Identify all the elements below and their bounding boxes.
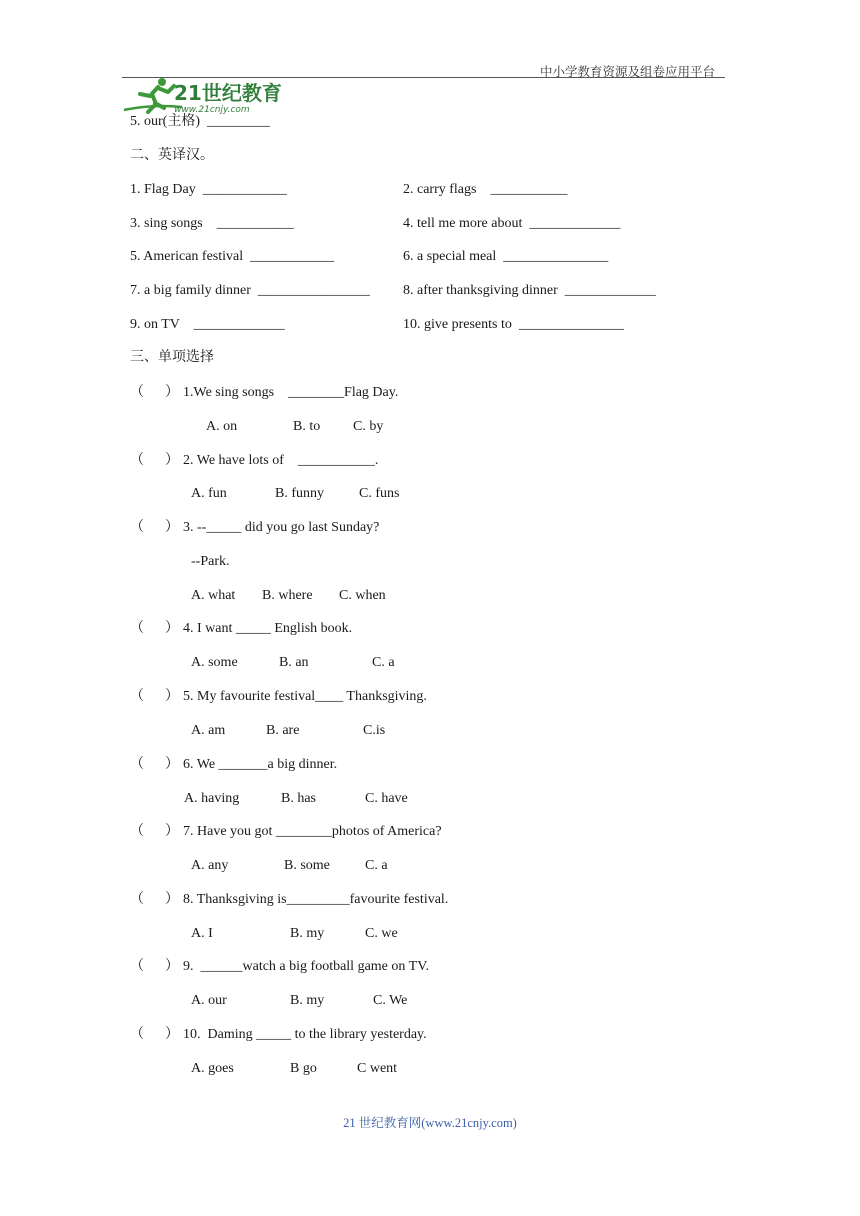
answer-option[interactable]: C went	[357, 1061, 398, 1076]
answer-option[interactable]: C. when	[339, 588, 386, 603]
answer-bracket[interactable]: （ ）	[130, 959, 179, 974]
answer-option[interactable]: C. by	[353, 419, 384, 434]
answer-option[interactable]: B go	[290, 1061, 317, 1076]
translation-item: 4. tell me more about _____________	[403, 216, 621, 231]
translation-item: 7. a big family dinner ________________	[130, 283, 370, 298]
answer-option[interactable]: A. I	[191, 926, 213, 941]
answer-option[interactable]: C. have	[365, 791, 408, 806]
question-item: 5. our(主格) _________	[130, 114, 270, 129]
site-logo	[122, 38, 292, 115]
answer-option[interactable]: A. on	[206, 419, 238, 434]
answer-option[interactable]: C. a	[372, 655, 395, 670]
answer-option[interactable]: C.is	[363, 723, 386, 738]
translation-item: 5. American festival ____________	[130, 249, 335, 264]
answer-bracket[interactable]: （ ）	[130, 824, 179, 839]
answer-option[interactable]: A. our	[191, 993, 227, 1008]
logo-url: www.21cnjy.com	[174, 105, 250, 115]
question-stem: 7. Have you got ________photos of America?	[183, 824, 442, 839]
answer-option[interactable]: C. We	[373, 993, 408, 1008]
answer-option[interactable]: A. some	[191, 655, 238, 670]
question-stem: 1.We sing songs ________Flag Day.	[183, 385, 399, 400]
site-name: 中小学教育资源及组卷应用平台	[540, 64, 716, 79]
answer-option[interactable]: B. where	[262, 588, 313, 603]
answer-option[interactable]: B. my	[290, 926, 325, 941]
translation-item: 10. give presents to _______________	[403, 317, 624, 332]
answer-option[interactable]: A. what	[191, 588, 236, 603]
question-stem: 9. ______watch a big football game on TV.	[183, 959, 429, 974]
answer-option[interactable]: A. any	[191, 858, 229, 873]
answer-bracket[interactable]: （ ）	[130, 621, 179, 636]
answer-bracket[interactable]: （ ）	[130, 385, 179, 400]
question-stem: 6. We _______a big dinner.	[183, 757, 338, 772]
answer-bracket[interactable]: （ ）	[130, 1027, 179, 1042]
answer-option[interactable]: B. are	[266, 723, 300, 738]
question-stem: 4. I want _____ English book.	[183, 621, 353, 636]
translation-item: 9. on TV _____________	[130, 317, 285, 332]
answer-option[interactable]: B. has	[281, 791, 316, 806]
answer-bracket[interactable]: （ ）	[130, 453, 179, 468]
section-heading: 三、单项选择	[130, 350, 214, 365]
question-stem: 5. My favourite festival____ Thanksgiving.	[183, 689, 427, 704]
answer-option[interactable]: A. am	[191, 723, 226, 738]
answer-option[interactable]: C. a	[365, 858, 388, 873]
translation-item: 2. carry flags ___________	[403, 182, 568, 197]
page-footer: 21 世纪教育网(www.21cnjy.com)	[343, 1116, 517, 1130]
answer-option[interactable]: B. some	[284, 858, 330, 873]
question-stem: 10. Daming _____ to the library yesterday.	[183, 1027, 427, 1042]
question-stem: 2. We have lots of ___________.	[183, 453, 379, 468]
answer-bracket[interactable]: （ ）	[130, 689, 179, 704]
question-stem: 3. --_____ did you go last Sunday?	[183, 520, 380, 535]
answer-option[interactable]: A. having	[184, 791, 240, 806]
answer-option[interactable]: C. funs	[359, 486, 400, 501]
answer-option[interactable]: B. to	[293, 419, 321, 434]
answer-bracket[interactable]: （ ）	[130, 892, 179, 907]
answer-option[interactable]: A. goes	[191, 1061, 234, 1076]
translation-item: 6. a special meal _______________	[403, 249, 609, 264]
translation-item: 1. Flag Day ____________	[130, 182, 287, 197]
header-divider	[122, 77, 725, 78]
logo-text: 21世纪教育	[174, 81, 282, 105]
answer-bracket[interactable]: （ ）	[130, 520, 179, 535]
answer-option[interactable]: C. we	[365, 926, 398, 941]
question-stem: 8. Thanksgiving is_________favourite festival.	[183, 892, 449, 907]
answer-option[interactable]: A. fun	[191, 486, 227, 501]
translation-item: 8. after thanksgiving dinner _____________	[403, 283, 656, 298]
translation-item: 3. sing songs ___________	[130, 216, 294, 231]
answer-option[interactable]: B. an	[279, 655, 309, 670]
answer-bracket[interactable]: （ ）	[130, 757, 179, 772]
answer-option[interactable]: B. my	[290, 993, 325, 1008]
section-heading: 二、英译汉。	[130, 148, 214, 163]
answer-option[interactable]: B. funny	[275, 486, 324, 501]
question-extra: --Park.	[191, 554, 230, 569]
